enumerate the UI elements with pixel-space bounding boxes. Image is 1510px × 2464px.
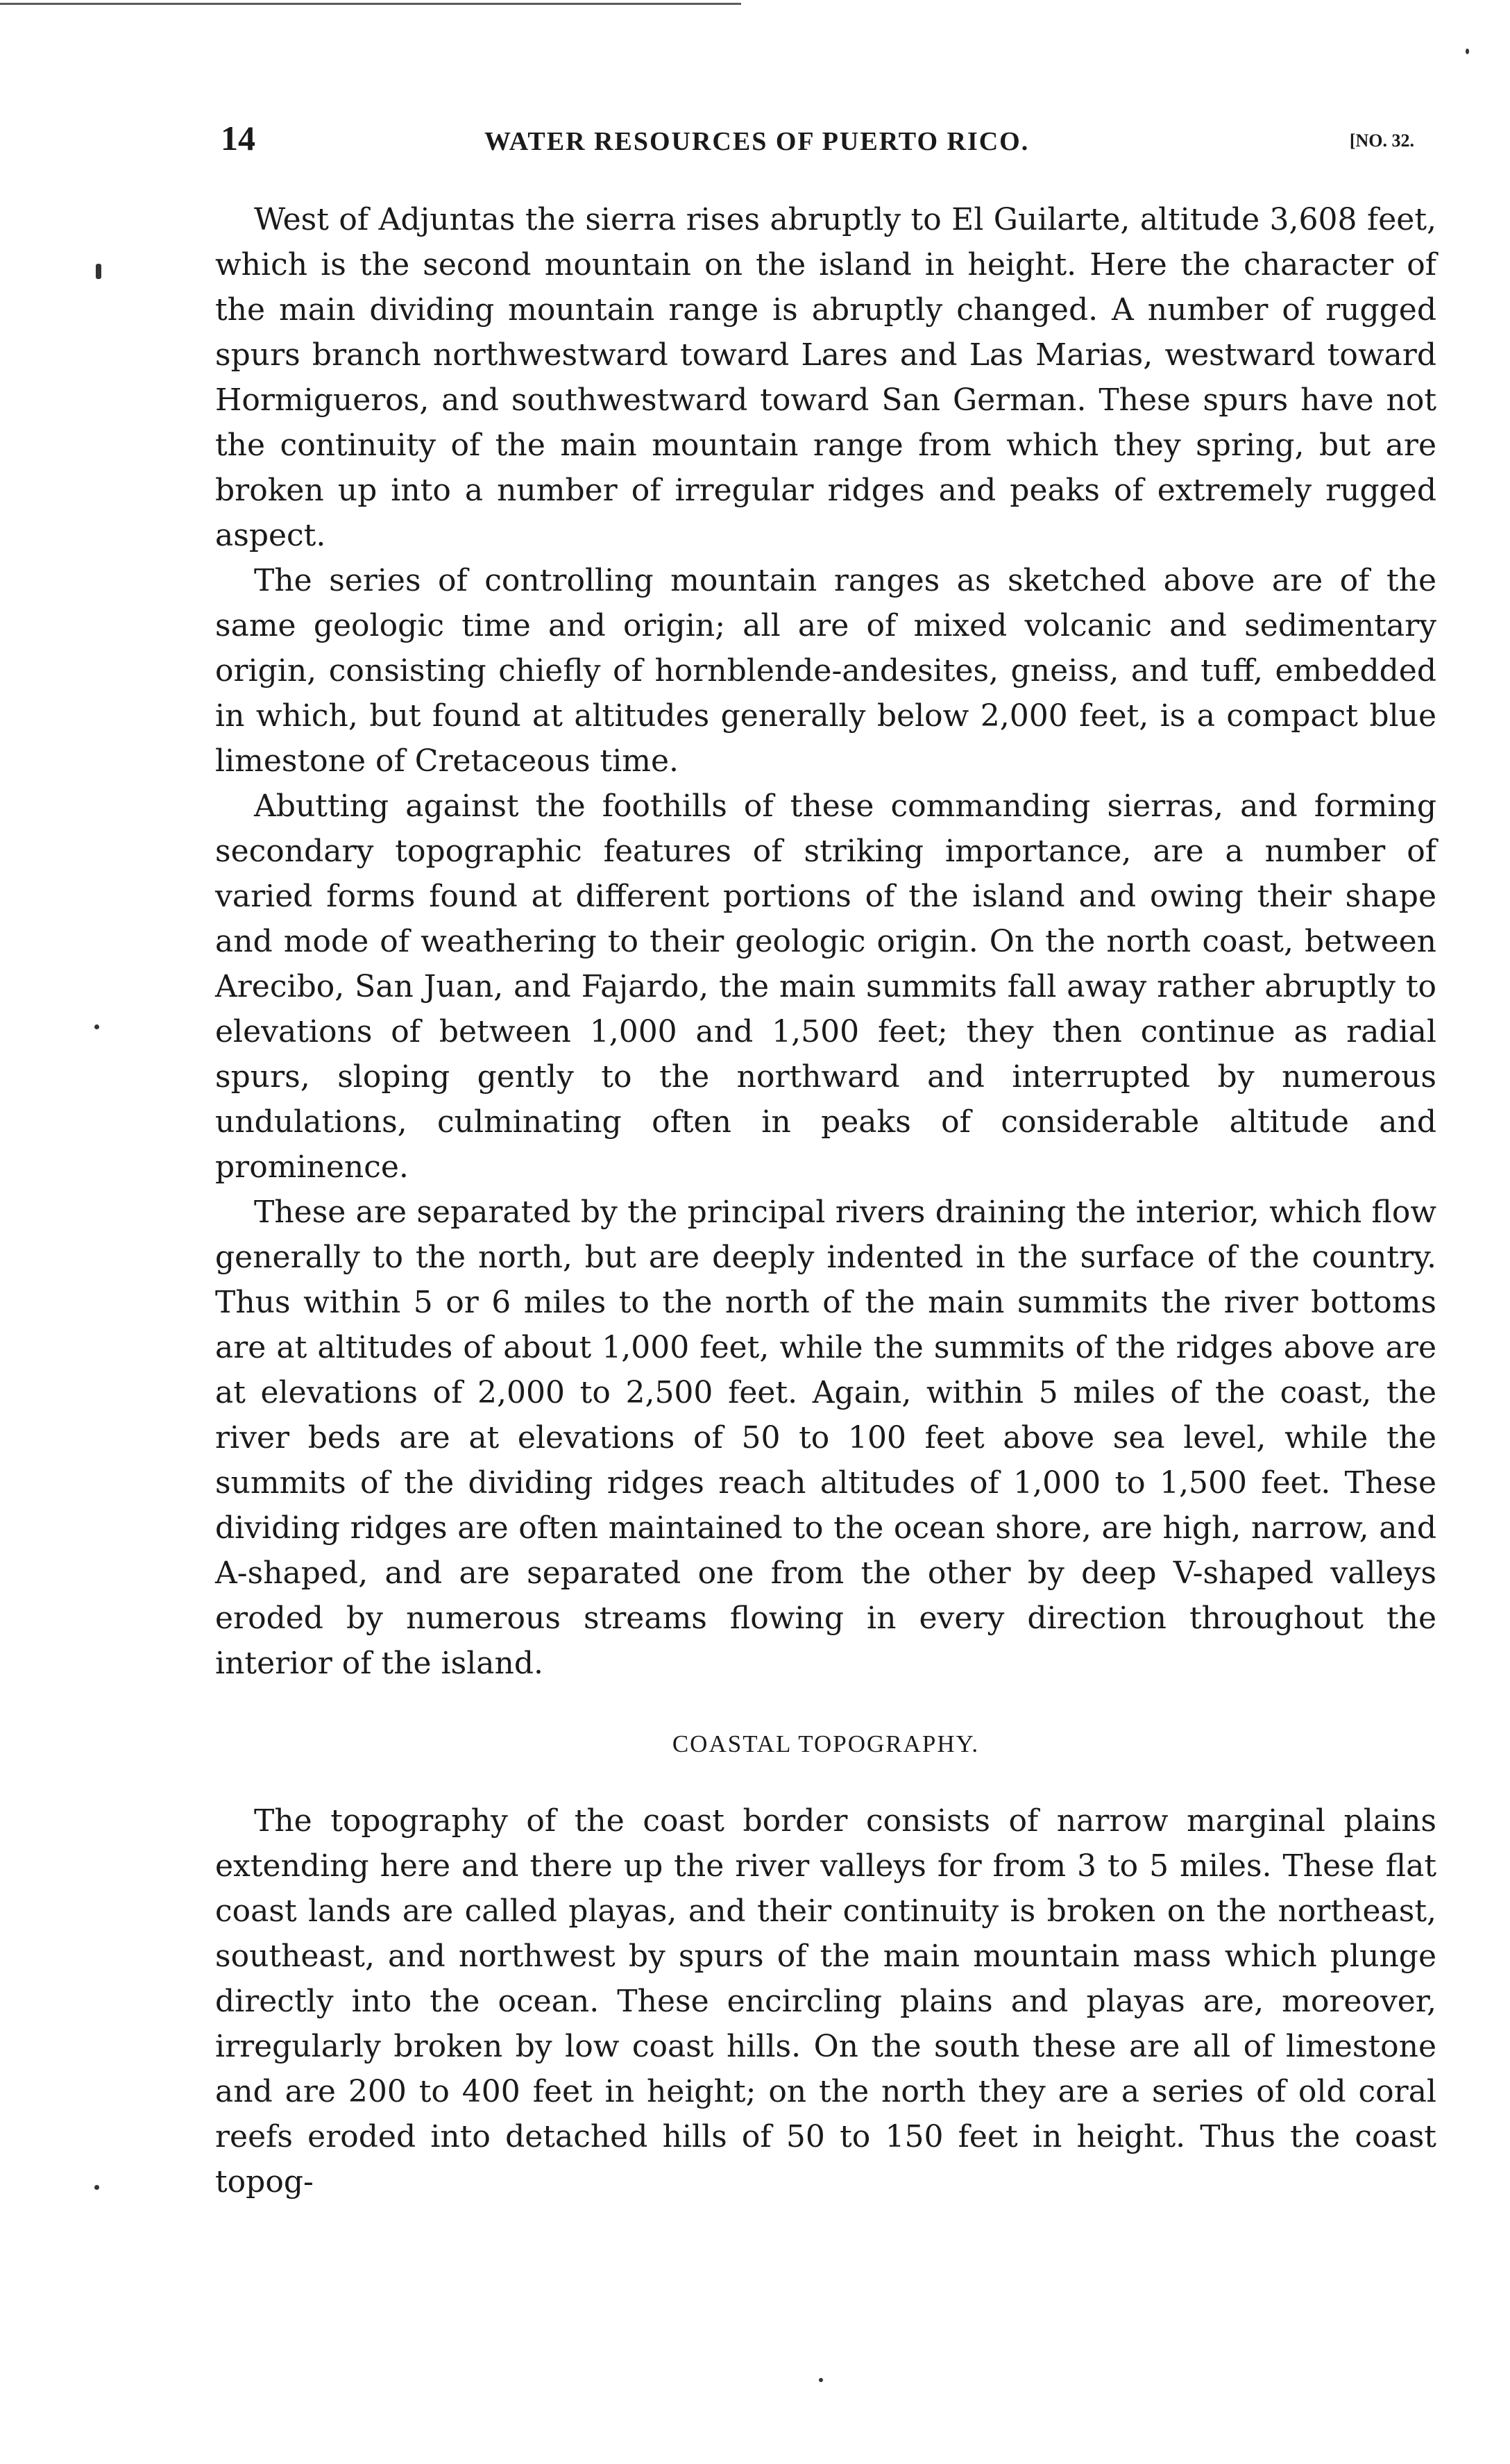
scan-mark: [819, 2378, 823, 2382]
scan-mark: [96, 264, 101, 279]
scan-mark: [94, 2185, 99, 2190]
paragraph-guilarte: West of Adjuntas the sierra rises abruptly to El Guilarte, altitude 3,608 feet, which is the second mountain on the island in height. Here the character of the main dividing mountain range is abruptly changed. A number of rugged spurs branch northwestward toward Lares and Las Marias, westward toward Hormigueros, and southwestward toward San German. These spurs have not the continuity of the main mountain range from which they spring, but are broken up into a number of irregular ridges and peaks of extremely rugged aspect.: [215, 202, 1436, 553]
page-number: 14: [221, 119, 255, 158]
paragraph-coastal-topography: The topography of the coast border consists of narrow marginal plains extending here and there up the river valleys for from 3 to 5 miles. These flat coast lands are called playas, and their continuity is broken on the northeast, southeast, and northwest by spurs of the main mountain mass which plunge directly into the ocean. These encircling plains and playas are, moreover, irregularly broken by low coast hills. On the south these are all of limestone and are 200 to 400 feet in height; on the north they are a series of old coral reefs eroded into detached hills of 50 to 150 feet in height. Thus the coast topog-: [215, 1803, 1436, 2200]
section-heading: COASTAL TOPOGRAPHY.: [672, 1730, 980, 1757]
bulletin-number: [NO. 32.: [1349, 130, 1414, 151]
page-header: [221, 118, 1414, 174]
body-text: [215, 197, 1436, 2204]
scan-mark: [94, 1024, 99, 1029]
scan-mark: [1466, 49, 1469, 54]
running-head: WATER RESOURCES OF PUERTO RICO.: [484, 127, 1030, 156]
top-rule: [0, 3, 741, 5]
paragraph-geologic-origin: The series of controlling mountain ranges as sketched above are of the same geologic time and origin; all are of mixed volcanic and sedimentary origin, consisting chiefly of hornblende-andesites, gneiss, and tuff, embedded in which, but found at altitudes generally below 2,000 feet, is a compact blue limestone of Cretaceous time.: [215, 563, 1436, 779]
paragraph-foothills: Abutting against the foothills of these commanding sierras, and forming secondary topographic features of striking importance, are a number of varied forms found at different portions of the island and owing their shape and mode of weathering to their geologic origin. On the north coast, between Arecibo, San Juan, and Fajardo, the main summits fall away rather abruptly to elevations of between 1,000 and 1,500 feet; they then continue as radial spurs, sloping gently to the northward and interrupted by numerous undulations, culminating often in peaks of considerable altitude and prominence.: [215, 788, 1436, 1185]
paragraph-rivers: These are separated by the principal rivers draining the interior, which flow generally to the north, but are deeply indented in the surface of the country. Thus within 5 or 6 miles to the north of the main summits the river bottoms are at altitudes of about 1,000 feet, while the summits of the ridges above are at elevations of 2,000 to 2,500 feet. Again, within 5 miles of the coast, the river beds are at elevations of 50 to 100 feet above sea level, while the summits of the dividing ridges reach altitudes of 1,000 to 1,500 feet. These dividing ridges are often maintained to the ocean shore, are high, narrow, and A-shaped, and are separated one from the other by deep V-shaped valleys eroded by numerous streams flowing in every direction throughout the interior of the island.: [215, 1195, 1436, 1681]
